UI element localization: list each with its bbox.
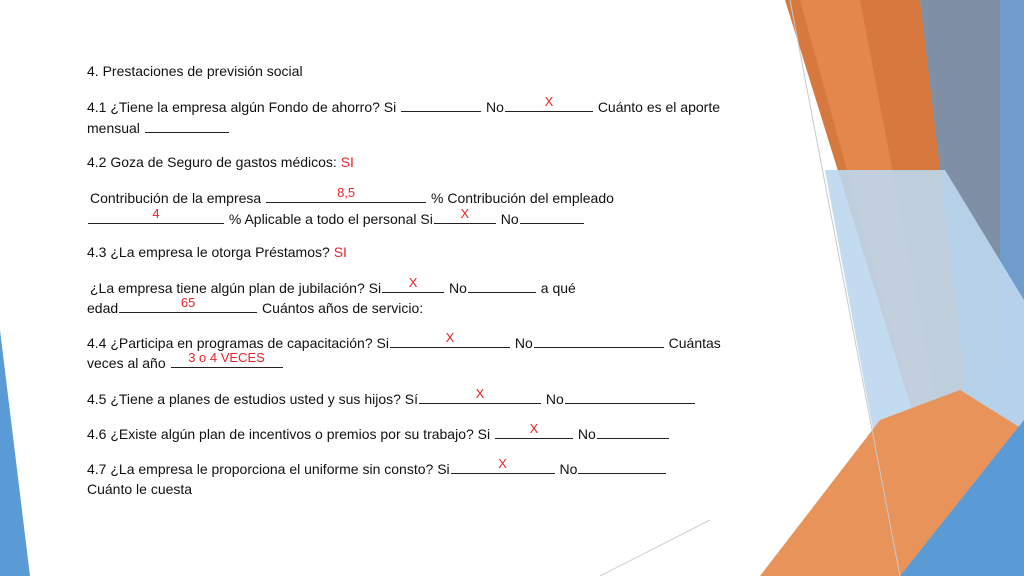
edad-answer: 65 — [180, 295, 196, 310]
incentivos-no-field[interactable] — [597, 424, 669, 439]
question-4-7: 4.7 ¿La empresa le proporciona el uniforme sin consto? Si X No — [87, 459, 667, 478]
estudios-no-field[interactable] — [565, 389, 695, 404]
jubilacion-si-answer: X — [408, 275, 418, 290]
aplicable-si-answer: X — [460, 206, 470, 221]
capacitacion-si-field[interactable] — [390, 330, 510, 348]
question-4-3-jubilacion: ¿La empresa tiene algún plan de jubilación? Si X No a qué — [90, 275, 576, 296]
estudios-si-field[interactable] — [419, 386, 541, 404]
veces-field[interactable] — [171, 350, 283, 368]
uniforme-si-answer: X — [498, 456, 507, 471]
aplicable-si-field[interactable] — [434, 206, 496, 224]
contrib-empresa-answer: 8,5 — [337, 185, 356, 200]
incentivos-si-field[interactable] — [495, 421, 573, 439]
fondo-si-field[interactable] — [401, 97, 481, 112]
section-title: 4. Prestaciones de previsión social — [87, 63, 303, 79]
uniforme-no-field[interactable] — [578, 459, 666, 474]
question-4-6: 4.6 ¿Existe algún plan de incentivos o premios por su trabajo? Si X No — [87, 424, 670, 443]
fondo-no-answer: X — [544, 94, 554, 109]
question-4-2-aplicable: 4 % Aplicable a todo el personal Si X No — [87, 209, 585, 228]
contrib-empleado-field[interactable] — [88, 206, 224, 224]
capacitacion-no-field[interactable] — [534, 333, 664, 348]
question-4-3: 4.3 ¿La empresa le otorga Préstamos? SI — [87, 244, 347, 260]
aplicable-no-field[interactable] — [520, 209, 584, 224]
uniforme-si-field[interactable] — [451, 456, 555, 474]
seguro-answer: SI — [340, 154, 354, 170]
estudios-si-answer: X — [475, 386, 485, 401]
prestamos-answer: SI — [333, 244, 347, 260]
capacitacion-si-answer: X — [445, 330, 455, 345]
contrib-empresa-field[interactable] — [266, 185, 426, 203]
question-4-1: 4.1 ¿Tiene la empresa algún Fondo de ahorro? Si No X Cuánto es el aporte — [87, 94, 721, 115]
question-4-2: 4.2 Goza de Seguro de gastos médicos: SI — [87, 154, 354, 170]
edad-field[interactable] — [119, 295, 257, 313]
question-4-5: 4.5 ¿Tiene a planes de estudios usted y sus hijos? Sí X No — [87, 389, 696, 408]
fondo-no-field[interactable] — [505, 94, 593, 112]
contrib-empleado-answer: 4 — [152, 206, 160, 221]
question-4-4: 4.4 ¿Participa en programas de capacitación? Si X No Cuántas — [87, 330, 721, 351]
question-4-2-contrib: Contribución de la empresa 8,5 % Contribución del empleado — [90, 185, 614, 206]
veces-answer: 3 o 4 VECES — [188, 350, 265, 365]
jubilacion-no-field[interactable] — [468, 278, 536, 293]
jubilacion-si-field[interactable] — [382, 275, 444, 293]
aporte-mensual-field[interactable] — [145, 118, 229, 133]
incentivos-si-answer: X — [529, 421, 539, 436]
question-4-4-veces: veces al año 3 o 4 VECES — [87, 353, 284, 372]
question-4-1-cont: mensual — [87, 118, 230, 137]
question-4-3-edad: edad 65 Cuántos años de servicio: — [87, 295, 424, 316]
question-4-7-costo: Cuánto le cuesta — [87, 481, 193, 497]
